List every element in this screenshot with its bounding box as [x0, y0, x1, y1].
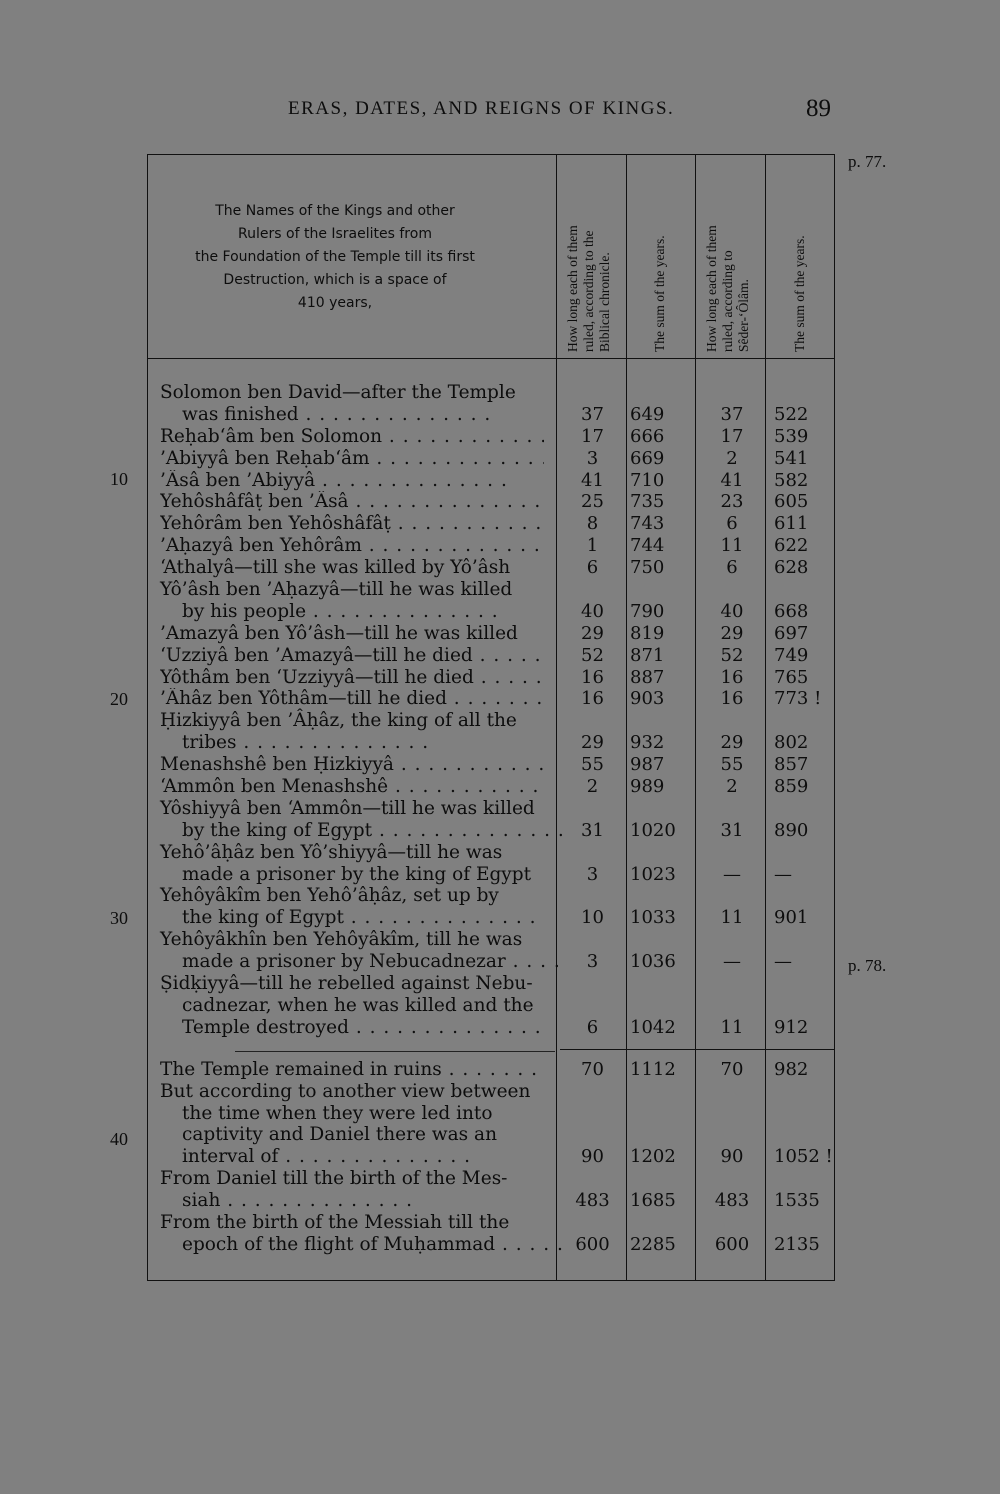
column-header-seder-years: How long each of them ruled, according to Sêder-‘Ôlâm.	[704, 225, 751, 352]
table-row	[160, 557, 840, 579]
ruler-name: Yôthâm ben ‘Uzziyyâ—till he died . .	[160, 667, 544, 689]
years-biblical-cell: 1	[586, 535, 599, 557]
sum-seder-cell: 765	[774, 666, 809, 688]
table-row	[160, 1081, 840, 1103]
years-seder-cell: 11	[720, 535, 744, 557]
table-row	[160, 513, 840, 535]
table-row	[160, 645, 840, 667]
years-seder-cell: 600	[714, 1233, 750, 1255]
table-row	[160, 426, 840, 448]
years-biblical-cell: 70	[581, 1058, 604, 1080]
table-row	[160, 688, 840, 710]
years-biblical-cell: 3	[586, 863, 599, 885]
years-biblical-cell: 600	[575, 1233, 610, 1255]
sum-biblical-cell: 649	[630, 403, 665, 425]
ruler-name: Yehôyâkîm ben Yehô’âḥâz, set up by	[160, 885, 499, 907]
sum-seder-cell: 611	[774, 513, 809, 535]
sum-seder-cell: 901	[774, 907, 809, 929]
ruler-name: by his people . .	[182, 601, 566, 623]
years-biblical-cell: 483	[575, 1190, 610, 1212]
years-biblical-cell: 55	[581, 754, 604, 776]
table-row	[160, 754, 840, 776]
ruler-name: Yehôrâm ben Yehôshâfâṭ . .	[160, 513, 544, 535]
years-seder-cell: 6	[726, 557, 738, 579]
sum-seder-cell: 773 !	[774, 688, 822, 710]
sum-biblical-cell: 1020	[630, 819, 676, 841]
years-biblical-cell: 37	[581, 403, 604, 425]
sum-biblical-cell: 1042	[630, 1016, 676, 1038]
ruler-name: by the king of Egypt . .	[182, 820, 566, 842]
sum-seder-cell: 802	[774, 732, 809, 754]
sum-biblical-cell: 819	[630, 622, 665, 644]
years-biblical-cell: 31	[581, 819, 604, 841]
sum-biblical-cell: 743	[630, 513, 665, 535]
sum-biblical-cell: 790	[630, 600, 665, 622]
years-seder-cell: 29	[720, 622, 744, 644]
years-biblical-cell: 16	[581, 688, 604, 710]
table-row	[160, 995, 840, 1017]
table-row	[160, 798, 840, 820]
sum-biblical-cell: 1023	[630, 863, 676, 885]
margin-ref-1: p. 77.	[848, 152, 887, 171]
ruler-name: cadnezar, when he was killed and the	[182, 994, 534, 1016]
years-seder-cell: 17	[720, 425, 744, 447]
years-seder-cell: 55	[720, 754, 744, 776]
table-row	[160, 1190, 840, 1212]
years-biblical-cell: 3	[586, 447, 599, 469]
years-seder-cell: 2	[726, 447, 738, 469]
ruler-name: ’Âhâz ben Yôthâm—till he died . .	[160, 688, 544, 710]
ruler-name: The Temple remained in ruins . .	[160, 1059, 544, 1081]
table-header-rule	[147, 358, 835, 359]
page-number: 89	[806, 95, 831, 122]
years-seder-cell: —	[723, 863, 741, 885]
table-row	[160, 1146, 840, 1168]
years-seder-cell: 2	[726, 776, 738, 798]
ruler-name: the king of Egypt . .	[182, 907, 566, 929]
table-row	[160, 907, 840, 929]
sum-seder-cell: 1535	[774, 1190, 820, 1212]
ruler-name: was finished . .	[182, 404, 566, 426]
years-biblical-cell: 90	[581, 1146, 604, 1168]
years-biblical-cell: 8	[586, 513, 599, 535]
sum-seder-cell: 1052 !	[774, 1146, 833, 1168]
ruler-name: Yehô’âḥâz ben Yô’shiyyâ—till he was	[160, 841, 503, 863]
table-row	[160, 820, 840, 842]
running-head: ERAS, DATES, AND REIGNS OF KINGS.	[288, 98, 675, 119]
years-seder-cell: 11	[720, 1016, 744, 1038]
sum-seder-cell: 912	[774, 1016, 809, 1038]
sum-biblical-cell: 1112	[630, 1058, 676, 1080]
years-seder-cell: 37	[720, 403, 744, 425]
years-biblical-cell: 41	[581, 469, 604, 491]
ruler-name: ’Âsâ ben ’Abiyyâ . .	[160, 470, 544, 492]
years-biblical-cell: 3	[586, 951, 599, 973]
table-row	[160, 1017, 840, 1039]
sum-biblical-cell: 1202	[630, 1146, 676, 1168]
years-biblical-cell: 17	[581, 425, 604, 447]
ruler-name: ‘Ammôn ben Menashshê . .	[160, 776, 544, 798]
years-seder-cell: 52	[720, 644, 744, 666]
years-seder-cell: 23	[720, 491, 744, 513]
sum-biblical-cell: 1033	[630, 907, 676, 929]
years-seder-cell: 90	[720, 1146, 744, 1168]
ruler-name: ‘Uzziyâ ben ’Amazyâ—till he died . .	[160, 645, 544, 667]
ruler-name: From Daniel till the birth of the Mes-	[160, 1168, 508, 1190]
sum-biblical-cell: 903	[630, 688, 665, 710]
years-biblical-cell: 25	[581, 491, 604, 513]
table-row	[160, 667, 840, 689]
sum-biblical-cell: 1036	[630, 951, 676, 973]
ruler-name: Yehôyâkhîn ben Yehôyâkîm, till he was	[160, 929, 523, 951]
sum-biblical-cell: 744	[630, 535, 665, 557]
sum-biblical-cell: 2285	[630, 1233, 676, 1255]
years-biblical-cell: 52	[581, 644, 604, 666]
ruler-name: Reḥab‘âm ben Solomon . .	[160, 426, 544, 448]
table-row	[160, 973, 840, 995]
margin-ref-2: p. 78.	[848, 956, 887, 975]
sum-seder-cell: 982	[774, 1058, 809, 1080]
table-row	[160, 601, 840, 623]
ruler-name: captivity and Daniel there was an	[182, 1124, 497, 1146]
table-row	[160, 864, 840, 886]
line-number: 20	[110, 689, 128, 709]
ruler-name: the time when they were led into	[182, 1102, 493, 1124]
years-seder-cell: 16	[720, 688, 744, 710]
table-row	[160, 951, 840, 973]
sum-seder-cell: —	[774, 863, 792, 885]
ruler-name: Ḥizkiyyâ ben ’Âḥâz, the king of all the	[160, 710, 517, 732]
table-row	[160, 470, 840, 492]
ruler-name: Yô’âsh ben ’Aḥazyâ—till he was killed	[160, 579, 513, 601]
ruler-name: made a prisoner by the king of Egypt	[182, 863, 532, 885]
ruler-name: But according to another view between	[160, 1080, 531, 1102]
sum-biblical-cell: 1685	[630, 1190, 676, 1212]
sum-seder-cell: 697	[774, 622, 809, 644]
sum-seder-cell: 605	[774, 491, 809, 513]
table-row	[160, 885, 840, 907]
ruler-name: epoch of the flight of Muḥammad . .	[182, 1234, 566, 1256]
table-row	[160, 623, 840, 645]
table-body	[160, 382, 840, 1256]
table-row	[160, 404, 840, 426]
ruler-name: ‘Athalyâ—till she was killed by Yô’âsh	[160, 557, 511, 579]
years-biblical-cell: 40	[581, 600, 604, 622]
sum-seder-cell: 582	[774, 469, 809, 491]
column-header-biblical-years: How long each of them ruled, according to the Biblical chronicle.	[565, 225, 612, 352]
years-seder-cell: 70	[720, 1058, 744, 1080]
years-seder-cell: 41	[720, 469, 744, 491]
years-seder-cell: 40	[720, 600, 744, 622]
section-gap	[160, 1039, 840, 1059]
ruler-name: Yehôshâfâṭ ben ’Âsâ . .	[160, 491, 544, 513]
ruler-name: made a prisoner by Nebucadnezar . .	[182, 951, 566, 973]
table-row	[160, 1168, 840, 1190]
ruler-name: ’Aḥazyâ ben Yehôrâm . .	[160, 535, 544, 557]
sum-biblical-cell: 932	[630, 732, 665, 754]
ruler-name: Menashshê ben Ḥizkiyyâ . .	[160, 754, 544, 776]
table-top-rule	[147, 154, 835, 155]
sum-biblical-cell: 987	[630, 754, 665, 776]
table-left-rule	[147, 154, 148, 1281]
table-row	[160, 929, 840, 951]
sum-biblical-cell: 710	[630, 469, 665, 491]
years-biblical-cell: 6	[586, 557, 599, 579]
table-row	[160, 1212, 840, 1234]
sum-seder-cell: 890	[774, 819, 809, 841]
sum-biblical-cell: 669	[630, 447, 665, 469]
table-row	[160, 1103, 840, 1125]
ruler-name: ’Abiyyâ ben Reḥab‘âm . .	[160, 448, 544, 470]
table-row	[160, 382, 840, 404]
years-seder-cell: —	[723, 951, 741, 973]
column-header-biblical-sum: The sum of the years.	[652, 235, 667, 352]
sum-biblical-cell: 989	[630, 776, 665, 798]
years-biblical-cell: 2	[586, 776, 599, 798]
years-seder-cell: 29	[720, 732, 744, 754]
line-number: 30	[110, 908, 128, 928]
table-row	[160, 710, 840, 732]
table-row	[160, 448, 840, 470]
years-biblical-cell: 10	[581, 907, 604, 929]
years-biblical-cell: 16	[581, 666, 604, 688]
years-seder-cell: 11	[720, 907, 744, 929]
sum-seder-cell: 628	[774, 557, 809, 579]
sum-seder-cell: 2135	[774, 1233, 820, 1255]
table-row	[160, 1124, 840, 1146]
sum-seder-cell: 857	[774, 754, 809, 776]
table-row	[160, 732, 840, 754]
sum-biblical-cell: 887	[630, 666, 665, 688]
sum-biblical-cell: 666	[630, 425, 665, 447]
years-seder-cell: 31	[720, 819, 744, 841]
years-seder-cell: 483	[714, 1190, 750, 1212]
years-biblical-cell: 29	[581, 732, 604, 754]
ruler-name: ’Amazyâ ben Yô’âsh—till he was killed	[160, 622, 518, 644]
sum-seder-cell: 522	[774, 403, 809, 425]
line-number: 40	[110, 1129, 128, 1149]
table-row	[160, 776, 840, 798]
ruler-name: siah . .	[182, 1190, 566, 1212]
ruler-name: From the birth of the Messiah till the	[160, 1211, 510, 1233]
column-header-seder-sum: The sum of the years.	[792, 235, 807, 352]
table-row	[160, 535, 840, 557]
sum-seder-cell: —	[774, 951, 792, 973]
ruler-name: tribes . .	[182, 732, 566, 754]
ruler-name: Ṣidḳiyyâ—till he rebelled against Nebu-	[160, 973, 533, 995]
ruler-name: Temple destroyed . .	[182, 1017, 566, 1039]
table-row	[160, 579, 840, 601]
ruler-name: Yôshiyyâ ben ‘Ammôn—till he was killed	[160, 797, 535, 819]
sum-biblical-cell: 750	[630, 557, 665, 579]
years-seder-cell: 16	[720, 666, 744, 688]
sum-biblical-cell: 735	[630, 491, 665, 513]
years-biblical-cell: 6	[586, 1016, 599, 1038]
ruler-name: interval of . .	[182, 1146, 566, 1168]
ruler-name: Solomon ben David—after the Temple	[160, 382, 516, 403]
sum-seder-cell: 622	[774, 535, 809, 557]
line-number: 10	[110, 469, 128, 489]
years-seder-cell: 6	[726, 513, 738, 535]
table-row	[160, 1059, 840, 1081]
sum-seder-cell: 539	[774, 425, 809, 447]
sum-seder-cell: 749	[774, 644, 809, 666]
table-row	[160, 1234, 840, 1256]
table-bottom-rule	[147, 1280, 835, 1281]
sum-seder-cell: 668	[774, 600, 809, 622]
sum-biblical-cell: 871	[630, 644, 665, 666]
sum-seder-cell: 859	[774, 776, 809, 798]
sum-seder-cell: 541	[774, 447, 809, 469]
table-row	[160, 842, 840, 864]
years-biblical-cell: 29	[581, 622, 604, 644]
description-column-header: The Names of the Kings and other Rulers of the Israelites from the Foundation of the Temple till its first Destruction, which is a space of 410 years,	[195, 203, 475, 311]
table-row	[160, 491, 840, 513]
